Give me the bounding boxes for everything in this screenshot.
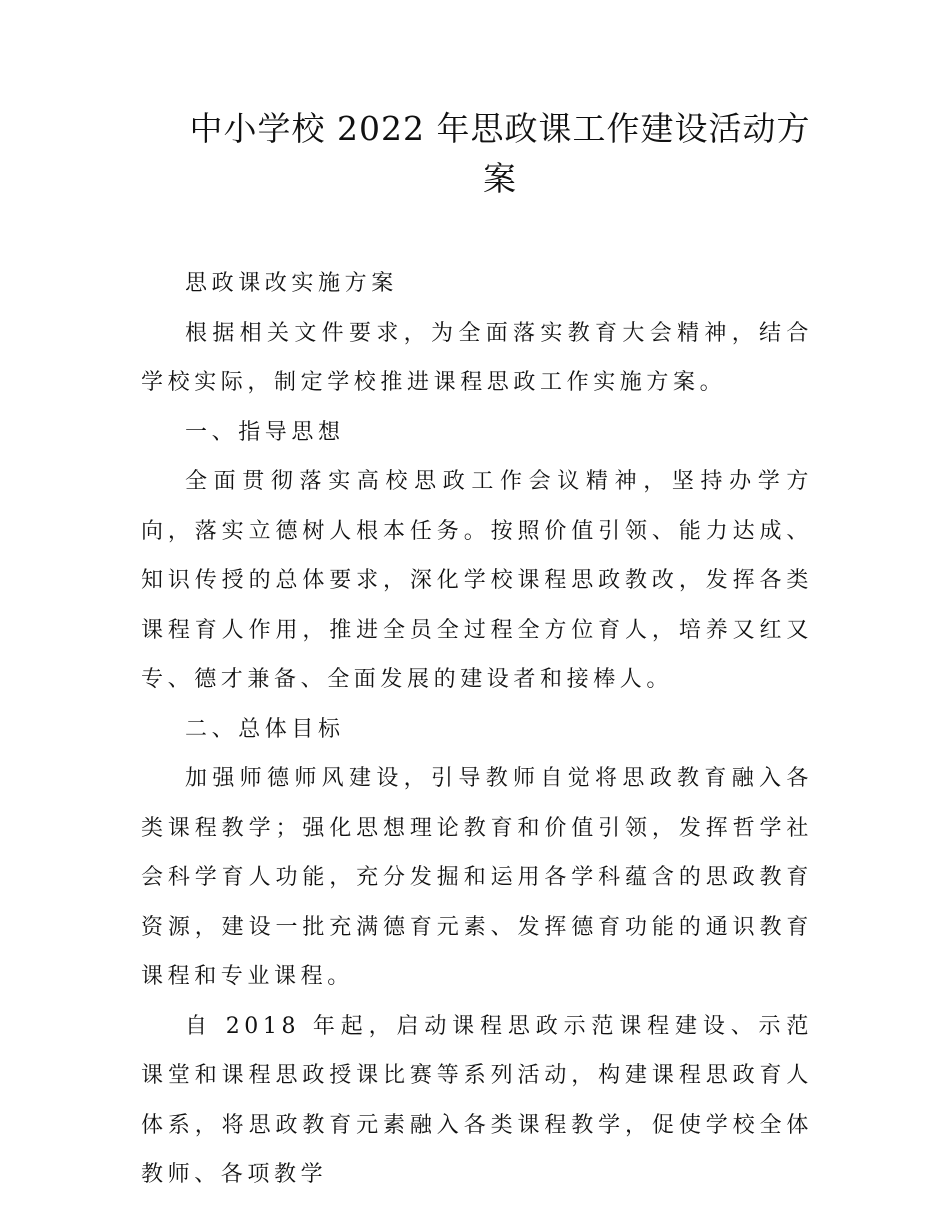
paragraph-overall-goal: 加强师德师风建设，引导教师自觉将思政教育融入各类课程教学；强化思想理论教育和价值引领，发挥哲学社会科学育人功能，充分发掘和运用各学科蕴含的思政教育资源，建设一批充满德育元素、发挥德育功能的通识教育课程和专业课程。 (141, 766, 813, 989)
paragraph-subtitle: 思政课改实施方案 (185, 271, 398, 296)
document-title-line-1: 中小学校 2022 年思政课工作建设活动方 (189, 109, 811, 148)
document-body (141, 259, 813, 1200)
paragraph-intro: 根据相关文件要求，为全面落实教育大会精神，结合学校实际，制定学校推进课程思政工作实施方案。 (141, 320, 813, 395)
section-heading-overall-goal: 二、总体目标 (185, 716, 345, 742)
document-title-line-2: 案 (483, 159, 517, 198)
paragraph-since-2018: 自 2018 年起，启动课程思政示范课程建设、示范课堂和课程思政授课比赛等系列活动，构建课程思政育人体系，将思政教育元素融入各类课程教学，促使学校全体教师、各项教学 (141, 1013, 813, 1187)
section-heading-guiding-thought: 一、指导思想 (185, 419, 345, 445)
paragraph-guiding-thought: 全面贯彻落实高校思政工作会议精神，坚持办学方向，落实立德树人根本任务。按照价值引领、能力达成、知识传授的总体要求，深化学校课程思政教改，发挥各类课程育人作用，推进全员全过程全方位育人，培养又红又专、德才兼备、全面发展的建设者和接棒人。 (141, 469, 813, 692)
